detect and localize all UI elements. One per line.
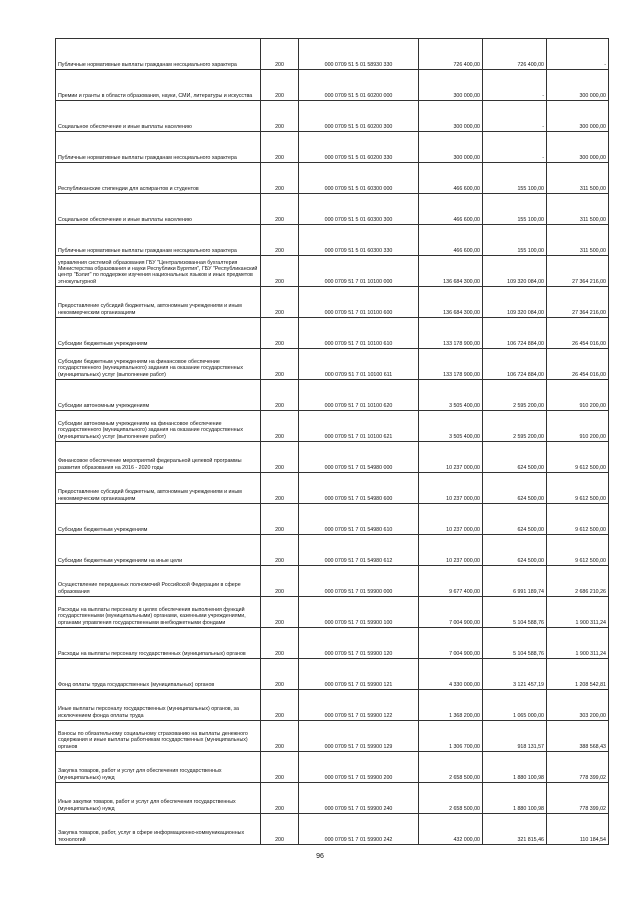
table-row <box>56 132 609 163</box>
row-name-cell: Субсидии автономным учреждениям <box>56 380 261 411</box>
table-row <box>56 690 609 721</box>
row-approved-cell: 300 000,00 <box>419 101 483 132</box>
row-approved-cell: 3 505 400,00 <box>419 411 483 442</box>
row-name-cell: Предоставление субсидий бюджетным, автономным учреждениям и иным некоммерческим организациям <box>56 287 261 318</box>
row-approved-cell: 10 237 000,00 <box>419 504 483 535</box>
row-approved-cell: 432 000,00 <box>419 814 483 845</box>
row-name-cell: Осуществление переданных полномочий Российской Федерации в сфере образования <box>56 566 261 597</box>
row-unexecuted-cell: 1 208 542,81 <box>547 659 609 690</box>
row-unexecuted-cell: 26 454 016,00 <box>547 318 609 349</box>
table-row <box>56 318 609 349</box>
row-name-cell: Республиканские стипендии для аспирантов и студентов <box>56 163 261 194</box>
row-name-cell: Расходы на выплаты персоналу государственных (муниципальных) органов <box>56 628 261 659</box>
row-executed-cell: 6 991 189,74 <box>483 566 547 597</box>
row-executed-cell: 624 500,00 <box>483 442 547 473</box>
row-executed-cell: 1 065 000,00 <box>483 690 547 721</box>
row-classification-cell: 000 0709 51 5 01 60200 300 <box>299 101 419 132</box>
row-executed-cell: 1 880 100,98 <box>483 752 547 783</box>
row-classification-cell: 000 0709 51 5 01 60300 300 <box>299 194 419 225</box>
table-row <box>56 380 609 411</box>
row-approved-cell: 1 306 700,00 <box>419 721 483 752</box>
row-unexecuted-cell: 311 500,00 <box>547 194 609 225</box>
row-executed-cell: 109 320 084,00 <box>483 287 547 318</box>
row-code-cell: 200 <box>261 163 299 194</box>
table-row <box>56 659 609 690</box>
row-classification-cell: 000 0709 51 7 01 54980 000 <box>299 442 419 473</box>
table-row <box>56 225 609 256</box>
row-name-cell: Премии и гранты в области образования, науки, СМИ, литературы и искусства <box>56 70 261 101</box>
row-executed-cell: 155 100,00 <box>483 194 547 225</box>
row-code-cell: 200 <box>261 380 299 411</box>
row-name-cell: Иные выплаты персоналу государственных (муниципальных) органов, за исключением фонда оплаты труда <box>56 690 261 721</box>
row-unexecuted-cell: 910 200,00 <box>547 380 609 411</box>
row-unexecuted-cell: 311 500,00 <box>547 225 609 256</box>
row-classification-cell: 000 0709 51 7 01 10100 000 <box>299 256 419 287</box>
table-row <box>56 39 609 70</box>
row-code-cell: 200 <box>261 566 299 597</box>
row-classification-cell: 000 0709 51 7 01 54980 600 <box>299 473 419 504</box>
table-row <box>56 287 609 318</box>
row-executed-cell: 1 880 100,98 <box>483 783 547 814</box>
table-row <box>56 256 609 287</box>
row-name-cell: Публичные нормативные выплаты гражданам несоциального характера <box>56 225 261 256</box>
row-approved-cell: 466 600,00 <box>419 225 483 256</box>
table-row <box>56 349 609 380</box>
row-approved-cell: 726 400,00 <box>419 39 483 70</box>
row-code-cell: 200 <box>261 442 299 473</box>
row-code-cell: 200 <box>261 659 299 690</box>
row-name-cell: Социальное обеспечение и иные выплаты населению <box>56 194 261 225</box>
row-classification-cell: 000 0709 51 5 01 60300 330 <box>299 225 419 256</box>
row-classification-cell: 000 0709 51 5 01 60300 000 <box>299 163 419 194</box>
row-name-cell: управления системой образования ГБУ "Централизованная бухгалтерия Министерства образования и науки Республики Бурятия", ГБУ "Республиканский центр "Бэлиг" по поддержке изучения национальных языков и иных предметов этнокультурной <box>56 256 261 287</box>
row-name-cell: Субсидии бюджетным учреждениям <box>56 504 261 535</box>
row-unexecuted-cell: 300 000,00 <box>547 70 609 101</box>
table-row <box>56 70 609 101</box>
row-unexecuted-cell: 9 612 500,00 <box>547 535 609 566</box>
row-executed-cell: 624 500,00 <box>483 504 547 535</box>
row-unexecuted-cell: 1 900 311,24 <box>547 628 609 659</box>
row-classification-cell: 000 0709 51 7 01 54980 612 <box>299 535 419 566</box>
row-unexecuted-cell: 388 568,43 <box>547 721 609 752</box>
row-classification-cell: 000 0709 51 5 01 60200 000 <box>299 70 419 101</box>
row-classification-cell: 000 0709 51 7 01 59900 122 <box>299 690 419 721</box>
row-approved-cell: 4 330 000,00 <box>419 659 483 690</box>
row-classification-cell: 000 0709 51 7 01 59900 200 <box>299 752 419 783</box>
table-row <box>56 814 609 845</box>
table-row <box>56 504 609 535</box>
row-name-cell: Социальное обеспечение и иные выплаты населению <box>56 101 261 132</box>
row-code-cell: 200 <box>261 783 299 814</box>
row-executed-cell: 918 131,57 <box>483 721 547 752</box>
row-code-cell: 200 <box>261 535 299 566</box>
row-classification-cell: 000 0709 51 7 01 59900 000 <box>299 566 419 597</box>
row-approved-cell: 10 237 000,00 <box>419 473 483 504</box>
row-unexecuted-cell: 9 612 500,00 <box>547 473 609 504</box>
row-approved-cell: 466 600,00 <box>419 194 483 225</box>
row-approved-cell: 7 004 900,00 <box>419 597 483 628</box>
row-unexecuted-cell: 311 500,00 <box>547 163 609 194</box>
row-unexecuted-cell: 9 612 500,00 <box>547 504 609 535</box>
row-classification-cell: 000 0709 51 7 01 54980 610 <box>299 504 419 535</box>
row-code-cell: 200 <box>261 287 299 318</box>
row-executed-cell: 155 100,00 <box>483 225 547 256</box>
table-row <box>56 752 609 783</box>
table-row <box>56 163 609 194</box>
row-code-cell: 200 <box>261 504 299 535</box>
row-code-cell: 200 <box>261 225 299 256</box>
row-unexecuted-cell: 303 200,00 <box>547 690 609 721</box>
row-unexecuted-cell: 110 184,54 <box>547 814 609 845</box>
row-approved-cell: 300 000,00 <box>419 132 483 163</box>
row-classification-cell: 000 0709 51 5 01 60200 330 <box>299 132 419 163</box>
row-code-cell: 200 <box>261 628 299 659</box>
row-unexecuted-cell: 27 364 216,00 <box>547 287 609 318</box>
table-row <box>56 628 609 659</box>
row-classification-cell: 000 0709 51 7 01 10100 611 <box>299 349 419 380</box>
row-name-cell: Взносы по обязательному социальному страхованию на выплаты денежного содержания и иные выплаты работникам государственных (муниципальных) органов <box>56 721 261 752</box>
row-executed-cell: 5 104 588,76 <box>483 597 547 628</box>
row-approved-cell: 2 658 500,00 <box>419 752 483 783</box>
row-approved-cell: 300 000,00 <box>419 70 483 101</box>
table-row <box>56 566 609 597</box>
row-name-cell: Субсидии бюджетным учреждениям на иные цели <box>56 535 261 566</box>
table-row <box>56 101 609 132</box>
row-code-cell: 200 <box>261 318 299 349</box>
row-executed-cell: 2 595 200,00 <box>483 411 547 442</box>
row-executed-cell: - <box>483 70 547 101</box>
row-classification-cell: 000 0709 51 7 01 59900 129 <box>299 721 419 752</box>
row-approved-cell: 10 237 000,00 <box>419 535 483 566</box>
row-code-cell: 200 <box>261 597 299 628</box>
row-code-cell: 200 <box>261 411 299 442</box>
row-code-cell: 200 <box>261 721 299 752</box>
row-code-cell: 200 <box>261 132 299 163</box>
row-executed-cell: 106 724 884,00 <box>483 318 547 349</box>
row-code-cell: 200 <box>261 101 299 132</box>
row-executed-cell: 155 100,00 <box>483 163 547 194</box>
row-approved-cell: 133 178 900,00 <box>419 349 483 380</box>
row-executed-cell: 624 500,00 <box>483 473 547 504</box>
row-classification-cell: 000 0709 51 7 01 59900 100 <box>299 597 419 628</box>
row-unexecuted-cell: 9 612 500,00 <box>547 442 609 473</box>
row-name-cell: Финансовое обеспечение мероприятий федеральной целевой программы развития образования на 2016 - 2020 годы <box>56 442 261 473</box>
row-approved-cell: 133 178 900,00 <box>419 318 483 349</box>
row-classification-cell: 000 0709 51 7 01 59900 242 <box>299 814 419 845</box>
row-code-cell: 200 <box>261 39 299 70</box>
row-code-cell: 200 <box>261 194 299 225</box>
row-approved-cell: 1 368 200,00 <box>419 690 483 721</box>
row-unexecuted-cell: 2 686 210,26 <box>547 566 609 597</box>
row-classification-cell: 000 0709 51 7 01 59900 121 <box>299 659 419 690</box>
row-code-cell: 200 <box>261 256 299 287</box>
row-unexecuted-cell: 778 399,02 <box>547 783 609 814</box>
row-approved-cell: 2 658 500,00 <box>419 783 483 814</box>
table-row <box>56 597 609 628</box>
row-name-cell: Субсидии бюджетным учреждениям <box>56 318 261 349</box>
table-row <box>56 194 609 225</box>
row-executed-cell: - <box>483 101 547 132</box>
table-row <box>56 783 609 814</box>
budget-table <box>55 38 609 845</box>
row-name-cell: Публичные нормативные выплаты гражданам несоциального характера <box>56 39 261 70</box>
row-name-cell: Фонд оплаты труда государственных (муниципальных) органов <box>56 659 261 690</box>
row-name-cell: Субсидии бюджетным учреждениям на финансовое обеспечение государственного (муниципального) задания на оказание государственных (муниципальных) услуг (выполнение работ) <box>56 349 261 380</box>
row-classification-cell: 000 0709 51 5 01 58930 330 <box>299 39 419 70</box>
budget-table-body <box>56 39 609 845</box>
row-unexecuted-cell: 778 399,02 <box>547 752 609 783</box>
row-unexecuted-cell: 300 000,00 <box>547 132 609 163</box>
table-row <box>56 473 609 504</box>
row-approved-cell: 466 600,00 <box>419 163 483 194</box>
row-unexecuted-cell: 26 454 016,00 <box>547 349 609 380</box>
row-code-cell: 200 <box>261 752 299 783</box>
row-executed-cell: 624 500,00 <box>483 535 547 566</box>
row-code-cell: 200 <box>261 473 299 504</box>
row-classification-cell: 000 0709 51 7 01 59900 120 <box>299 628 419 659</box>
table-row <box>56 535 609 566</box>
row-executed-cell: - <box>483 132 547 163</box>
row-executed-cell: 109 320 084,00 <box>483 256 547 287</box>
row-executed-cell: 2 595 200,00 <box>483 380 547 411</box>
row-name-cell: Предоставление субсидий бюджетным, автономным учреждениям и иным некоммерческим организациям <box>56 473 261 504</box>
row-unexecuted-cell: - <box>547 39 609 70</box>
row-classification-cell: 000 0709 51 7 01 59900 240 <box>299 783 419 814</box>
row-code-cell: 200 <box>261 70 299 101</box>
row-executed-cell: 726 400,00 <box>483 39 547 70</box>
row-unexecuted-cell: 1 900 311,24 <box>547 597 609 628</box>
row-classification-cell: 000 0709 51 7 01 10100 610 <box>299 318 419 349</box>
row-executed-cell: 321 815,46 <box>483 814 547 845</box>
row-unexecuted-cell: 910 200,00 <box>547 411 609 442</box>
row-name-cell: Расходы на выплаты персоналу в целях обеспечения выполнения функций государственными (муниципальными) органами, казенными учреждениями, органами управления государственными внебюджетными фондами <box>56 597 261 628</box>
table-row <box>56 721 609 752</box>
row-executed-cell: 106 724 884,00 <box>483 349 547 380</box>
row-approved-cell: 9 677 400,00 <box>419 566 483 597</box>
row-approved-cell: 136 684 300,00 <box>419 287 483 318</box>
row-name-cell: Публичные нормативные выплаты гражданам несоциального характера <box>56 132 261 163</box>
row-name-cell: Субсидии автономным учреждениям на финансовое обеспечение государственного (муниципального) задания на оказание государственных (муниципальных) услуг (выполнение работ) <box>56 411 261 442</box>
row-classification-cell: 000 0709 51 7 01 10100 620 <box>299 380 419 411</box>
row-code-cell: 200 <box>261 349 299 380</box>
row-name-cell: Закупка товаров, работ, услуг в сфере информационно-коммуникационных технологий <box>56 814 261 845</box>
row-code-cell: 200 <box>261 814 299 845</box>
row-approved-cell: 10 237 000,00 <box>419 442 483 473</box>
row-executed-cell: 5 104 588,76 <box>483 628 547 659</box>
table-row <box>56 442 609 473</box>
row-classification-cell: 000 0709 51 7 01 10100 621 <box>299 411 419 442</box>
row-executed-cell: 3 121 457,19 <box>483 659 547 690</box>
row-unexecuted-cell: 300 000,00 <box>547 101 609 132</box>
row-code-cell: 200 <box>261 690 299 721</box>
table-row <box>56 411 609 442</box>
row-approved-cell: 136 684 300,00 <box>419 256 483 287</box>
page-number: 96 <box>316 853 324 860</box>
row-approved-cell: 3 505 400,00 <box>419 380 483 411</box>
row-name-cell: Закупка товаров, работ и услуг для обеспечения государственных (муниципальных) нужд <box>56 752 261 783</box>
row-approved-cell: 7 004 900,00 <box>419 628 483 659</box>
row-classification-cell: 000 0709 51 7 01 10100 600 <box>299 287 419 318</box>
row-name-cell: Иные закупки товаров, работ и услуг для обеспечения государственных (муниципальных) нужд <box>56 783 261 814</box>
row-unexecuted-cell: 27 364 216,00 <box>547 256 609 287</box>
